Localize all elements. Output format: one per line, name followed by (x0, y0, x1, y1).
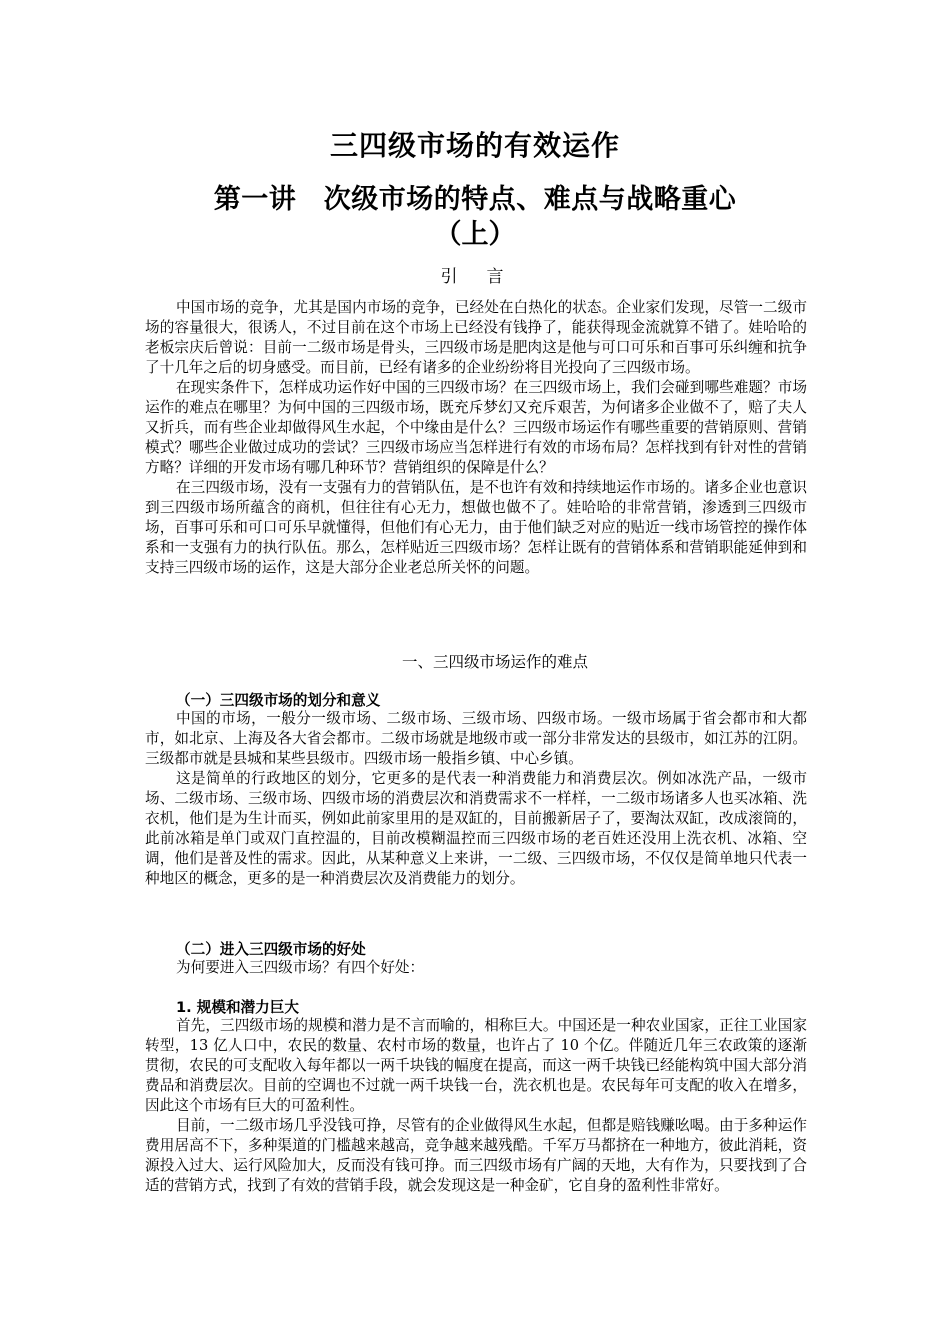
intro-heading: 引 言 (440, 267, 510, 287)
intro-section (145, 298, 807, 578)
body-paragraph: 中国的市场，一般分一级市场、二级市场、三级市场、四级市场。一级市场属于省会都市和大都市，如北京、上海及各大省会都市。二级市场就是地级市或一部分非常发达的县级市，如江苏的江阴。三级都市就是县城和某些县级市。四级市场一般指乡镇、中心乡镇。 (145, 710, 807, 767)
subsection-heading: （二）进入三四级市场的好处 (176, 941, 366, 958)
main-title: 三四级市场的有效运作 (329, 129, 620, 162)
body-paragraph: 首先，三四级市场的规模和潜力是不言而喻的，相称巨大。中国还是一种农业国家，正往工业国家转型，13 亿人口中，农民的数量、农村市场的数量，也许占了 10 个亿。伴随近几年三农政策的逐渐贯彻，农民的可支配收入每年都以一两千块钱的幅度在提高，而这一两千块钱已经能构筑中国大部分消费品和消费层次。目前的空调也不过就一两千块钱一台，洗衣机也是。农民每年可支配的收入在增多，因此这个市场有巨大的可盈利性。 (145, 1017, 807, 1114)
intro-paragraph: 中国市场的竞争，尤其是国内市场的竞争，已经处在白热化的状态。企业家们发现，尽管一二级市场的容量很大，很诱人，不过目前在这个市场上已经没有钱挣了，能获得现金流就算不错了。娃哈哈的老板宗庆后曾说：目前一二级市场是骨头，三四级市场是肥肉这是他与可口可乐和百事可乐纠缠和抗争了十几年之后的切身感受。而目前，已经有诸多的企业纷纷将目光投向了三四级市场。 (145, 299, 807, 376)
subsection-heading: （一）三四级市场的划分和意义 (176, 692, 381, 709)
lecture-subtitle: （上） (434, 219, 516, 250)
body-paragraph: 为何要进入三四级市场？有四个好处： (176, 959, 425, 976)
intro-paragraph: 在现实条件下，怎样成功运作好中国的三四级市场？在三四级市场上，我们会碰到哪些难题？市场运作的难点在哪里？为何中国的三四级市场，既充斥梦幻又充斥艰苦，为何诸多企业做不了，赔了夫人又折兵，而有些企业却做得风生水起，个中缘由是什么？三四级市场运作有哪些重要的营销原则、营销模式？哪些企业做过成功的尝试？三四级市场应当怎样进行有效的市场布局？怎样找到有针对性的营销方略？详细的开发市场有哪几种环节？营销组织的保障是什么？ (145, 379, 807, 476)
subsection-2-body (145, 958, 807, 978)
body-paragraph: 这是简单的行政地区的划分，它更多的是代表一种消费能力和消费层次。例如冰洗产品，一级市场、二级市场、三级市场、四级市场的消费层次和消费需求不一样样，一二级市场诸多人也买冰箱、洗衣机，他们是为生计而买，例如此前家里用的是双缸的，目前搬新居子了，要淘汰双缸，改成滚筒的，此前冰箱是单门或双门直控温的，目前改模糊温控而三四级市场的老百姓还没用上洗衣机、冰箱、空调，他们是普及性的需求。因此，从某种意义上来讲，一二级、三四级市场，不仅仅是简单地只代表一种地区的概念，更多的是一种消费层次及消费能力的划分。 (145, 770, 807, 887)
section-heading: 一、三四级市场运作的难点 (401, 653, 588, 671)
subsection-1-body (145, 709, 807, 889)
body-paragraph: 目前，一二级市场几乎没钱可挣，尽管有的企业做得风生水起，但都是赔钱赚吆喝。由于多种运作费用居高不下，多种渠道的门槛越来越高，竞争越来越残酷。千军万马都挤在一种地方，彼此消耗，资源投入过大、运行风险加大，反而没有钱可挣。而三四级市场有广阔的天地，大有作为，只要找到了合适的营销方式，找到了有效的营销手段，就会发现这是一种金矿，它自身的盈利性非常好。 (145, 1117, 807, 1194)
lecture-title: 第一讲 次级市场的特点、难点与战略重心 (213, 184, 737, 215)
point-1-body (145, 1016, 807, 1196)
intro-paragraph: 在三四级市场，没有一支强有力的营销队伍，是不也许有效和持续地运作市场的。诸多企业也意识到三四级市场所蕴含的商机，但往往有心无力，想做也做不了。娃哈哈的非常营销，渗透到三四级市场，百事可乐和可口可乐早就懂得，但他们有心无力，由于他们缺乏对应的贴近一线市场管控的操作体系和一支强有力的执行队伍。那么，怎样贴近三四级市场？怎样让既有的营销体系和营销职能延伸到和支持三四级市场的运作，这是大部分企业老总所关怀的问题。 (145, 479, 807, 576)
point-heading: 1. 规模和潜力巨大 (176, 999, 299, 1016)
